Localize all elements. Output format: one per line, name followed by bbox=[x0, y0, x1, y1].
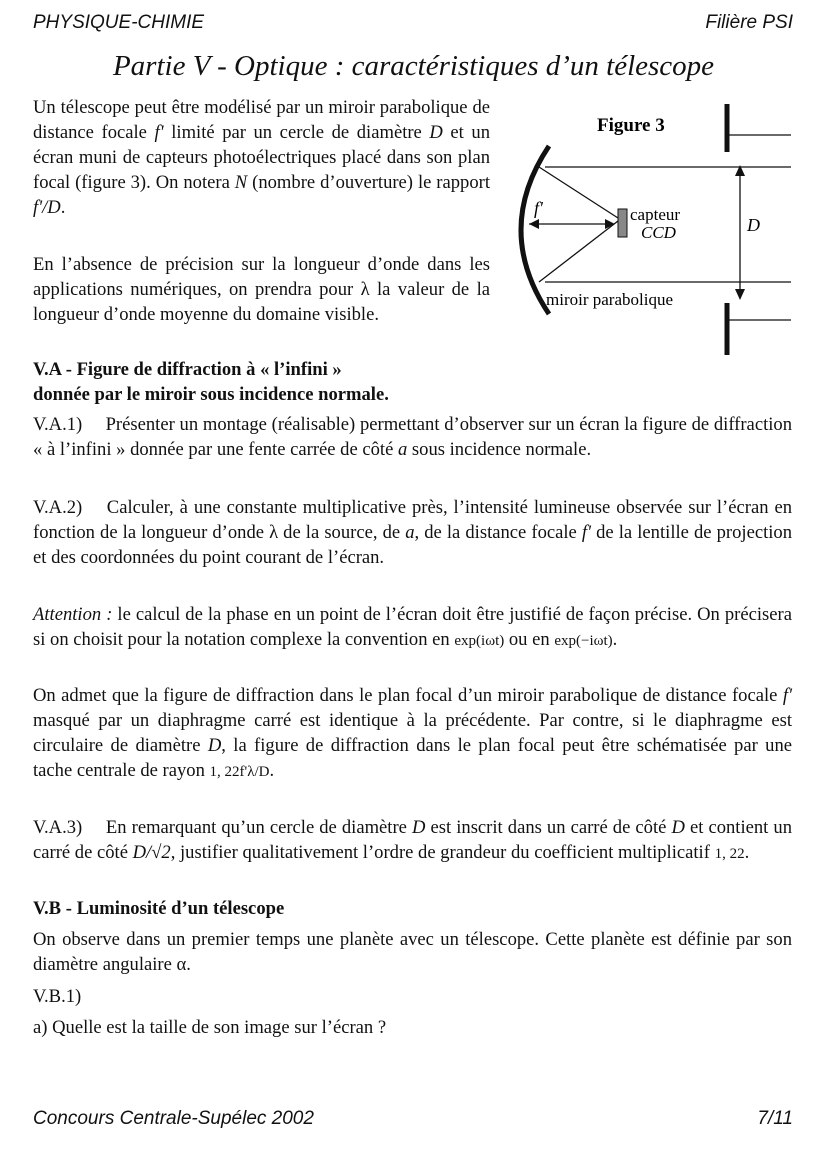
section-va-heading-line-2: donnée par le miroir sous incidence normale. bbox=[33, 384, 389, 405]
attention-note: Attention : le calcul de la phase en un point de l’écran doit être justifié de façon précise. On précisera si on choisit pour la notation complexe la convention en exp(iωt) ou en exp(−iωt). bbox=[33, 604, 792, 650]
paragraph-circular-diaphragm: On admet que la figure de diffraction dans le plan focal d’un miroir parabolique de distance focale f' masqué par un diaphragme carré est identique à la précédente. Par contre, si le diaphragme est circulaire de diamètre D, la figure de diffraction dans le plan focal peut être schématisée par une tache centrale de rayon 1, 22f'λ/D. bbox=[33, 685, 792, 781]
header-track: Filière PSI bbox=[705, 12, 793, 33]
footer-contest: Concours Centrale-Supélec 2002 bbox=[33, 1108, 314, 1129]
section-vb-heading: V.B - Luminosité d’un télescope bbox=[33, 898, 285, 919]
footer-page-number: 7/11 bbox=[757, 1108, 793, 1129]
intro-paragraph-1: Un télescope peut être modélisé par un miroir parabolique de distance focale f' limité par un cercle de diamètre D et un écran muni de capteurs photoélectriques placé dans son plan focal (figure 3). On notera N (nombre d’ouverture) le rapport f'/D. bbox=[33, 97, 491, 218]
ccd-label: CCD bbox=[641, 223, 676, 242]
question-vb1-a: a) Quelle est la taille de son image sur l’écran ? bbox=[33, 1017, 387, 1038]
question-vb1-number: V.B.1) bbox=[33, 986, 82, 1007]
section-va-heading-line-1: V.A - Figure de diffraction à « l’infini » bbox=[33, 359, 342, 380]
question-va1: V.A.1) Présenter un montage (réalisable) permettant d’observer sur un écran la figure de diffraction « à l’infini » donnée par une fente carrée de côté a sous incidence normale. bbox=[33, 414, 792, 460]
diameter-arrowhead-bottom bbox=[735, 289, 745, 300]
focal-arrowhead-left bbox=[529, 219, 539, 229]
diameter-label: D bbox=[747, 215, 760, 235]
header-subject: PHYSIQUE-CHIMIE bbox=[33, 12, 205, 33]
question-va3: V.A.3) En remarquant qu’un cercle de diamètre D est inscrit dans un carré de côté D et contient un carré de côté D/√2, justifier qualitativement l’ordre de grandeur du coefficient multiplicatif 1, 22. bbox=[33, 817, 793, 863]
intro-paragraph-2: En l’absence de précision sur la longueur d’onde dans les applications numériques, on prendra pour λ la valeur de la longueur d’onde moyenne du domaine visible. bbox=[33, 254, 490, 325]
page-title: Partie V - Optique : caractéristiques d’un télescope bbox=[112, 50, 715, 82]
figure-3-telescope-diagram bbox=[505, 100, 805, 362]
reflected-ray-top bbox=[539, 167, 618, 218]
ccd-sensor bbox=[618, 209, 627, 237]
figure-title: Figure 3 bbox=[597, 115, 665, 136]
focal-length-label: f' bbox=[534, 198, 543, 218]
question-va2: V.A.2) Calculer, à une constante multiplicative près, l’intensité lumineuse observée sur l’écran en fonction de la longueur d’onde λ de la source, de a, de la distance focale f' de la lentille de projection et des coordonnées du point courant de l’écran. bbox=[33, 497, 792, 568]
capteur-label: capteur bbox=[630, 205, 681, 224]
mirror-label: miroir parabolique bbox=[546, 290, 673, 309]
paragraph-planet-observation: On observe dans un premier temps une planète avec un télescope. Cette planète est définie par son diamètre angulaire α. bbox=[33, 929, 792, 975]
reflected-ray-bottom bbox=[539, 221, 618, 282]
